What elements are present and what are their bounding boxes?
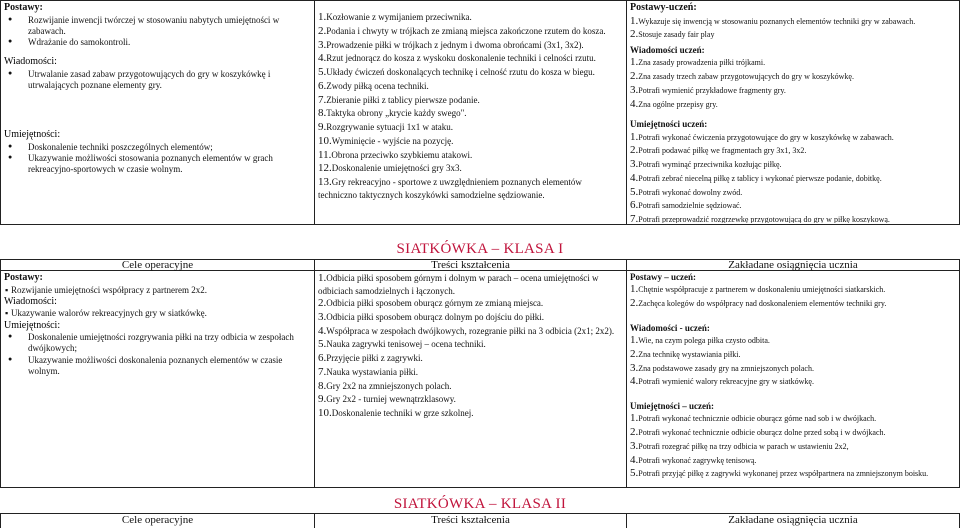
- list-item: [630, 348, 955, 362]
- list-item: [630, 186, 955, 200]
- item-text: Układy ćwiczeń doskonalących technikę i celność rzutu do kosza w biegu.: [326, 67, 595, 77]
- umiejetnosci-list: [630, 131, 955, 224]
- item-text: Odbicia piłki sposobem oburącz górnym ze zmianą miejsca.: [326, 298, 544, 308]
- list-item: [630, 334, 955, 348]
- section-title: SIATKÓWKA – KLASA I: [396, 241, 564, 257]
- item-text: Przyjęcie piłki z zagrywki.: [326, 353, 423, 363]
- item-text: Potrafi podawać piłkę we fragmentach gry 3x1, 3x2.: [638, 146, 807, 156]
- postawy-heading: Postawy:: [4, 272, 43, 283]
- item-number: 7.: [318, 365, 327, 378]
- item-number: 13.: [318, 176, 332, 188]
- item-number: 1.: [630, 283, 639, 296]
- list-item: [318, 380, 622, 394]
- item-text: Zachęca kolegów do współpracy nad doskonaleniem elementów techniki gry.: [638, 299, 887, 308]
- item-number: 1.: [318, 11, 327, 23]
- item-text: Potrafi wyminąć przeciwnika kozłując piłkę.: [638, 160, 782, 169]
- list-item: ● Doskonalenie techniki poszczególnych elementów;: [4, 142, 310, 153]
- list-item: [630, 56, 955, 70]
- item-number: 1.: [630, 56, 639, 69]
- item-number: 9.: [318, 393, 327, 406]
- list-item: ▪ Ukazywanie walorów rekreacyjnych gry w siatkówkę.: [4, 308, 310, 319]
- list-item: [318, 325, 622, 339]
- item-number: 7.: [318, 93, 327, 106]
- list-item: ● Ukazywanie możliwości doskonalenia poznanych elementów w czasie wolnym.: [4, 355, 310, 378]
- list-item: [630, 440, 955, 454]
- item-text: Kozłowanie z wymijaniem przeciwnika.: [326, 12, 472, 22]
- item-number: 3.: [318, 310, 327, 323]
- item-number: 1.: [630, 14, 639, 27]
- item-number: 1.: [630, 412, 639, 425]
- item-text: Potrafi wymienić przykładowe fragmenty gry.: [638, 85, 786, 95]
- list-item: [318, 25, 622, 39]
- item-text: Potrafi przyjąć piłkę z zagrywki wykonanej przez współpartnera na zmniejszonym boisku.: [638, 469, 929, 479]
- item-text: Gry 2x2 na zmniejszonych polach.: [326, 380, 452, 391]
- item-text: Potrafi wykonać ćwiczenia przygotowujące do gry w koszykówkę w zabawach.: [638, 132, 894, 142]
- postawy-heading: Postawy-uczeń:: [630, 2, 697, 13]
- list-item: [630, 412, 955, 426]
- list-item: [318, 39, 622, 53]
- postawy-heading: Postawy:: [4, 2, 43, 13]
- item-text: Rzut jednorącz do kosza z wyskoku doskonalenie techniki i celności rzutu.: [326, 53, 596, 64]
- list-item: [630, 213, 955, 223]
- list-item: [318, 407, 622, 421]
- item-text: Potrafi samodzielnie sędziować.: [638, 201, 742, 211]
- item-number: 3.: [630, 439, 639, 452]
- rule: [0, 224, 960, 225]
- item-text: Zna ogólne przepisy gry.: [638, 99, 718, 109]
- item-number: 5.: [630, 467, 639, 480]
- list-item: ● Wdrażanie do samokontroli.: [4, 37, 310, 48]
- list-item: [630, 172, 955, 186]
- item-text: Zna podstawowe zasady gry na zmniejszonych polach.: [638, 363, 814, 373]
- list-item: [630, 70, 955, 84]
- list-item: [630, 199, 955, 213]
- item-number: 5.: [630, 185, 639, 198]
- item-number: 1.: [630, 334, 639, 346]
- s1-middle-content: [315, 271, 625, 486]
- list-item: [318, 80, 622, 94]
- list-item: [630, 362, 955, 376]
- item-number: 2.: [318, 297, 327, 309]
- list-item: [318, 52, 622, 66]
- list-item: [318, 352, 622, 366]
- umiejetnosci-heading: Umiejętności – uczeń:: [630, 401, 714, 411]
- list-item: [630, 158, 955, 172]
- item-number: 2.: [630, 28, 639, 41]
- item-number: 2.: [630, 297, 639, 309]
- list-item: [318, 393, 622, 407]
- item-text: Potrafi wykonać technicznie odbicie oburącz dolne przed sobą i w dwójkach.: [638, 428, 886, 437]
- item-text: Zna technikę wystawiania piłki.: [638, 349, 741, 359]
- column-header: Zakładane osiągnięcia ucznia: [728, 514, 858, 526]
- item-text: Taktyka obrony „krycie każdy swego".: [326, 108, 467, 119]
- list-item: [630, 15, 955, 29]
- list-item: ● Utrwalanie zasad zabaw przygotowujących do gry w koszykówkę i utrwalających poznane elementy gry.: [4, 69, 310, 92]
- item-number: 4.: [630, 375, 639, 388]
- wiadomosci-heading: Wiadomości - uczeń:: [630, 322, 710, 333]
- column-header: Treści kształcenia: [431, 514, 510, 526]
- item-text: Nauka zagrywki tenisowej – ocena techniki.: [326, 339, 486, 350]
- postawy-list: [630, 283, 955, 311]
- item-text: Zna zasady trzech zabaw przygotowujących do gry w koszykówkę.: [638, 72, 854, 81]
- list-item: [318, 366, 622, 380]
- item-number: 6.: [318, 79, 327, 92]
- item-text: Współpraca w zespołach dwójkowych, rozegranie piłki na 3 odbicia (2x1; 2x2).: [326, 325, 615, 336]
- umiejetnosci-heading: Umiejętności:: [4, 129, 61, 141]
- item-number: 2.: [630, 144, 639, 157]
- item-text: Odbicia piłki sposobem oburącz dolnym po dojściu do piłki.: [326, 311, 544, 322]
- item-number: 1.: [318, 272, 327, 284]
- list-item: ● Rozwijanie inwencji twórczej w stosowaniu nabytych umiejętności w zabawach.: [4, 15, 310, 38]
- item-text: Podania i chwyty w trójkach ze zmianą miejsca zakończone rzutem do kosza.: [326, 25, 606, 36]
- list-item: [630, 28, 955, 42]
- top-right-outcomes: [627, 1, 958, 223]
- list-item: [318, 338, 622, 352]
- item-number: 12.: [318, 162, 332, 175]
- item-number: 5.: [318, 66, 327, 78]
- umiejetnosci-heading: Umiejętności uczeń:: [630, 119, 708, 130]
- list-item: [318, 94, 622, 108]
- wiadomosci-list: [630, 334, 955, 389]
- list-item: ● Doskonalenie umiejętności rozgrywania piłki na trzy odbicia w zespołach dwójkowych;: [4, 332, 310, 355]
- list-item: [318, 107, 622, 121]
- list-item: [630, 131, 955, 145]
- umiejetnosci-list: [630, 412, 955, 481]
- list-item: [630, 84, 955, 98]
- wiadomosci-heading: Wiadomości:: [4, 295, 57, 307]
- list-item: [318, 149, 622, 163]
- item-text: Doskonalenie techniki w grze szkolnej.: [331, 408, 474, 418]
- item-number: 2.: [318, 24, 327, 37]
- list-item: [318, 176, 622, 201]
- list-item: [630, 467, 955, 481]
- item-text: Gry rekreacyjno - sportowe z uwzględnieniem poznanych elementów techniczno taktycznych koszykówki samodzielne sędziowanie.: [318, 177, 582, 200]
- item-number: 4.: [630, 453, 639, 466]
- wiadomosci-heading: Wiadomości uczeń:: [630, 45, 705, 55]
- column-header: Zakładane osiągnięcia ucznia: [728, 259, 858, 271]
- item-text: Nauka wystawiania piłki.: [326, 366, 418, 377]
- wiadomosci-heading: Wiadomości:: [4, 56, 57, 68]
- item-number: 2.: [630, 426, 639, 438]
- item-number: 10.: [318, 407, 332, 419]
- column-header: Treści kształcenia: [431, 259, 510, 271]
- list-item: ● Ukazywanie możliwości stosowania poznanych elementów w grach rekreacyjno-sportowych w czasie wolnym.: [4, 153, 310, 176]
- list-item: [630, 454, 955, 468]
- item-text: Potrafi rozegrać piłkę na trzy odbicia w parach w ustawieniu 2x2,: [638, 441, 849, 451]
- list-item: [318, 297, 622, 311]
- item-text: Obrona przeciwko szybkiemu atakowi.: [331, 149, 473, 160]
- list-item: ▪ Rozwijanie umiejętności współpracy z partnerem 2x2.: [4, 285, 310, 296]
- item-number: 2.: [630, 347, 639, 360]
- list-item: [318, 11, 622, 25]
- section-title: SIATKÓWKA – KLASA II: [393, 496, 567, 512]
- column-header: Cele operacyjne: [121, 259, 194, 271]
- item-text: Wyminięcie - wyjście na pozycję.: [331, 135, 454, 146]
- list-item: [318, 162, 622, 176]
- item-text: Potrafi zebrać niecelną piłkę z tablicy i wykonać pierwsze podanie, dobitkę.: [638, 173, 882, 183]
- wiadomosci-list: [630, 56, 955, 111]
- item-number: 4.: [630, 97, 639, 110]
- item-text: Zna zasady prowadzenia piłki trójkami.: [638, 58, 766, 68]
- item-text: Gry 2x2 - turniej wewnątrzklasowy.: [326, 394, 456, 405]
- item-text: Wie, na czym polega piłka czysto odbita.: [638, 336, 770, 345]
- item-number: 3.: [630, 83, 639, 96]
- top-middle-content: [315, 10, 625, 222]
- postawy-list: [630, 15, 955, 43]
- item-text: Chętnie współpracuje z partnerem w doskonaleniu umiejętności siatkarskich.: [638, 285, 886, 295]
- list-item: [318, 66, 622, 80]
- item-number: 9.: [318, 121, 327, 133]
- top-left-goals: [1, 1, 313, 223]
- item-text: Potrafi wykonać technicznie odbicie oburącz górne nad sob i w dwójkach.: [638, 414, 877, 424]
- item-number: 1.: [630, 130, 639, 143]
- item-number: 8.: [318, 379, 327, 392]
- item-number: 7.: [630, 213, 639, 223]
- item-number: 6.: [318, 352, 327, 364]
- item-text: Zbieranie piłki z tablicy pierwsze podanie.: [326, 94, 480, 105]
- item-number: 6.: [630, 199, 639, 212]
- item-number: 3.: [318, 38, 327, 51]
- item-number: 10.: [318, 134, 332, 147]
- list-item: [318, 311, 622, 325]
- postawy-heading: Postawy – uczeń:: [630, 272, 696, 282]
- item-text: Rozgrywanie sytuacji 1x1 w ataku.: [326, 122, 453, 132]
- column-header: Cele operacyjne: [121, 514, 194, 526]
- item-number: 8.: [318, 107, 327, 120]
- item-text: Doskonalenie umiejętności gry 3x3.: [331, 163, 462, 174]
- list-item: [630, 375, 955, 389]
- item-number: 4.: [318, 324, 327, 337]
- list-item: [630, 297, 955, 311]
- item-text: Zwody piłką ocena techniki.: [326, 80, 429, 91]
- umiejetnosci-heading: Umiejętności:: [4, 319, 61, 331]
- list-item: [630, 144, 955, 158]
- list-item: [630, 98, 955, 112]
- list-item: [318, 272, 622, 297]
- item-number: 3.: [630, 158, 639, 170]
- item-number: 3.: [630, 361, 639, 374]
- item-number: 4.: [318, 52, 327, 65]
- item-number: 5.: [318, 338, 327, 351]
- s1-right-outcomes: [627, 271, 958, 486]
- list-item: [318, 135, 622, 149]
- rule: [0, 487, 960, 488]
- list-item: [630, 426, 955, 440]
- item-text: Odbicia piłki sposobem górnym i dolnym w parach – ocena umiejętności w odbiciach samodzielnych i łączonych.: [318, 273, 599, 296]
- list-item: [630, 283, 955, 297]
- item-number: 11.: [318, 148, 332, 161]
- item-text: Wykazuje się inwencją w stosowaniu poznanych elementów techniki gry w zabawach.: [638, 16, 916, 26]
- list-item: [318, 121, 622, 135]
- item-text: Prowadzenie piłki w trójkach z jednym i dwoma obrońcami (3x1, 3x2).: [326, 39, 584, 50]
- item-text: Potrafi wykonać dowolny zwód.: [638, 187, 743, 197]
- item-text: Potrafi wykonać zagrywkę tenisową.: [638, 455, 757, 465]
- item-text: Stosuje zasady fair play: [638, 30, 715, 40]
- item-text: Potrafi wymienić walory rekreacyjne gry w siatkówkę.: [638, 377, 814, 387]
- s1-left-goals: [1, 271, 313, 486]
- item-number: 2.: [630, 70, 639, 82]
- item-text: Potrafi przeprowadzić rozgrzewkę przygotowującą do gry w piłkę koszykową.: [638, 215, 890, 223]
- item-number: 4.: [630, 171, 639, 184]
